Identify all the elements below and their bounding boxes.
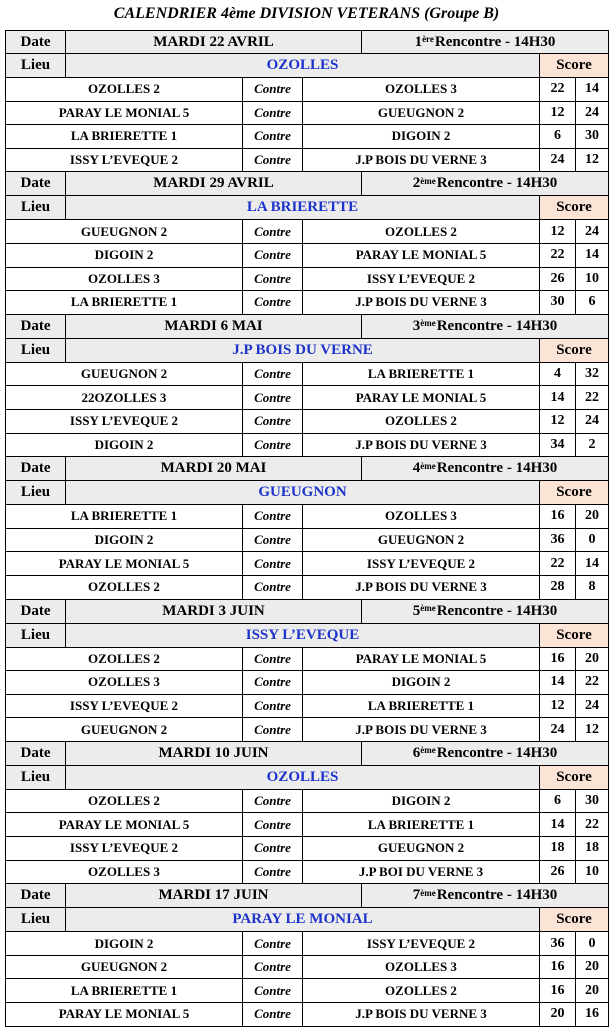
away-team: DIGOIN 2	[302, 125, 539, 148]
contre-label: Contre	[242, 695, 302, 718]
contre-label: Contre	[242, 576, 302, 599]
contre-label: Contre	[242, 1003, 302, 1026]
away-team: J.P BOI DU VERNE 3	[302, 861, 539, 884]
away-score: 8	[575, 576, 608, 599]
round-block	[5, 742, 609, 884]
away-score: 30	[575, 125, 608, 148]
home-team: OZOLLES 2	[88, 650, 160, 666]
away-team: DIGOIN 2	[302, 790, 539, 813]
rencontre-label	[361, 884, 608, 907]
home-score: 14	[539, 813, 575, 836]
home-team: LA BRIERETTE 1	[70, 508, 178, 524]
away-score: 24	[575, 410, 608, 433]
lieu-label: Lieu	[6, 766, 65, 789]
rencontre-number: 1	[414, 33, 423, 50]
home-score: 12	[539, 695, 575, 718]
rencontre-label	[361, 172, 608, 195]
round-block	[5, 457, 609, 599]
rencontre-number: 4	[412, 460, 421, 477]
round-date: MARDI 6 MAI	[65, 315, 361, 338]
rencontre-ordinal: ère	[422, 34, 434, 44]
rencontre-label	[361, 742, 608, 765]
away-team: OZOLLES 2	[302, 979, 539, 1002]
rencontre-ordinal: ème	[420, 887, 436, 898]
round-venue-row	[5, 481, 609, 505]
home-team: LA BRIERETTE 1	[70, 294, 178, 310]
home-team: GUEUGNON 2	[80, 721, 168, 737]
score-header: Score	[539, 908, 608, 931]
page-title: CALENDRIER 4ème DIVISION VETERANS (Groupe B)	[113, 5, 500, 22]
home-team: OZOLLES 2	[88, 579, 160, 595]
rencontre-number: 7	[412, 887, 421, 904]
rencontre-label	[361, 600, 608, 623]
date-label: Date	[6, 315, 65, 338]
away-score: 24	[575, 220, 608, 243]
home-team: PARAY LE MONIAL 5	[58, 104, 190, 120]
away-score: 0	[575, 529, 608, 552]
contre-label: Contre	[242, 434, 302, 457]
round-date-row	[5, 457, 609, 481]
away-team: LA BRIERETTE 1	[302, 695, 539, 718]
home-score: 24	[539, 149, 575, 172]
home-score: 22	[539, 78, 575, 101]
rencontre-ordinal: ème	[420, 745, 436, 756]
home-team: ISSY L’EVEQUE 2	[69, 697, 179, 713]
match-row	[5, 861, 609, 885]
away-score: 10	[575, 268, 608, 291]
contre-label: Contre	[242, 671, 302, 694]
score-header: Score	[539, 624, 608, 647]
rencontre-ordinal: ème	[420, 460, 436, 471]
round-venue-row	[5, 908, 609, 932]
home-team: PARAY LE MONIAL 5	[58, 816, 190, 832]
round-date: MARDI 29 AVRIL	[65, 172, 361, 195]
away-score: 20	[575, 505, 608, 528]
round-date-row	[5, 600, 609, 624]
home-score: 16	[539, 956, 575, 979]
home-team: LA BRIERETTE 1	[70, 128, 178, 144]
away-team: J.P BOIS DU VERNE 3	[302, 434, 539, 457]
lieu-label: Lieu	[6, 196, 65, 219]
away-score: 20	[575, 956, 608, 979]
contre-label: Contre	[242, 363, 302, 386]
match-list	[5, 78, 609, 172]
away-score: 22	[575, 671, 608, 694]
rencontre-number: 5	[412, 602, 421, 619]
away-team: DIGOIN 2	[302, 671, 539, 694]
home-score: 16	[539, 979, 575, 1002]
home-team: DIGOIN 2	[94, 247, 154, 263]
home-score: 18	[539, 837, 575, 860]
lieu-label: Lieu	[6, 54, 65, 77]
home-score: 12	[539, 102, 575, 125]
away-score: 22	[575, 386, 608, 409]
home-team: ISSY L’EVEQUE 2	[69, 413, 179, 429]
home-score: 34	[539, 434, 575, 457]
away-team: OZOLLES 3	[302, 956, 539, 979]
round-date-row	[5, 315, 609, 339]
score-header: Score	[539, 54, 608, 77]
round-venue: PARAY LE MONIAL	[65, 908, 539, 931]
home-score: 14	[539, 671, 575, 694]
match-row	[5, 291, 609, 315]
away-team: LA BRIERETTE 1	[302, 813, 539, 836]
lieu-label: Lieu	[6, 339, 65, 362]
contre-label: Contre	[242, 861, 302, 884]
round-venue-row	[5, 196, 609, 220]
contre-label: Contre	[242, 386, 302, 409]
calendar-table	[5, 30, 609, 1027]
match-row	[5, 410, 609, 434]
home-team: ISSY L’EVEQUE 2	[69, 152, 179, 168]
home-team: GUEUGNON 2	[80, 959, 168, 975]
home-team: DIGOIN 2	[94, 935, 154, 951]
date-label: Date	[6, 457, 65, 480]
away-score: 12	[575, 718, 608, 741]
home-score: 24	[539, 718, 575, 741]
home-team: OZOLLES 3	[88, 863, 160, 879]
home-team: DIGOIN 2	[94, 436, 154, 452]
score-header: Score	[539, 481, 608, 504]
home-team: LA BRIERETTE 1	[70, 982, 178, 998]
contre-label: Contre	[242, 102, 302, 125]
rencontre-label	[361, 31, 608, 53]
lieu-label: Lieu	[6, 481, 65, 504]
home-team: PARAY LE MONIAL 5	[58, 1006, 190, 1022]
home-score: 22	[539, 552, 575, 575]
rencontre-suffix: Rencontre - 14H30	[436, 744, 558, 761]
round-venue: ISSY L’EVEQUE	[65, 624, 539, 647]
contre-label: Contre	[242, 529, 302, 552]
home-team: OZOLLES 2	[88, 793, 160, 809]
rencontre-ordinal: ème	[420, 603, 436, 613]
match-row	[5, 386, 609, 410]
round-venue: OZOLLES	[65, 54, 539, 77]
rencontre-number: 2	[412, 175, 421, 192]
match-row	[5, 434, 609, 458]
round-venue-row	[5, 624, 609, 648]
contre-label: Contre	[242, 718, 302, 741]
away-score: 20	[575, 979, 608, 1002]
away-score: 14	[575, 244, 608, 267]
match-list	[5, 648, 609, 742]
away-team: J.P BOIS DU VERNE 3	[302, 576, 539, 599]
away-score: 22	[575, 813, 608, 836]
match-row	[5, 671, 609, 695]
rencontre-label	[361, 315, 608, 338]
match-list	[5, 220, 609, 314]
score-header: Score	[539, 196, 608, 219]
match-list	[5, 363, 609, 457]
round-date: MARDI 22 AVRIL	[65, 31, 361, 53]
round-date-row	[5, 884, 609, 908]
rencontre-suffix: Rencontre - 14H30	[436, 602, 558, 619]
home-team: OZOLLES 2	[88, 81, 160, 97]
round-date-row	[5, 742, 609, 766]
score-header: Score	[539, 766, 608, 789]
match-row	[5, 268, 609, 292]
round-block	[5, 30, 609, 172]
home-score: 4	[539, 363, 575, 386]
rencontre-ordinal: ème	[420, 175, 436, 186]
round-block	[5, 600, 609, 742]
round-date-row	[5, 172, 609, 196]
match-row	[5, 244, 609, 268]
contre-label: Contre	[242, 790, 302, 813]
match-row	[5, 552, 609, 576]
contre-label: Contre	[242, 505, 302, 528]
match-row	[5, 718, 609, 742]
match-row	[5, 363, 609, 387]
contre-label: Contre	[242, 956, 302, 979]
round-venue: GUEUGNON	[65, 481, 539, 504]
away-team: OZOLLES 2	[302, 220, 539, 243]
home-team: GUEUGNON 2	[80, 223, 168, 239]
round-venue-row	[5, 339, 609, 363]
home-score: 6	[539, 125, 575, 148]
contre-label: Contre	[242, 268, 302, 291]
away-score: 14	[575, 552, 608, 575]
home-team: GUEUGNON 2	[80, 366, 168, 382]
contre-label: Contre	[242, 552, 302, 575]
away-team: GUEUGNON 2	[302, 102, 539, 125]
lieu-label: Lieu	[6, 624, 65, 647]
home-team: OZOLLES 3	[88, 270, 160, 286]
home-score: 12	[539, 410, 575, 433]
date-label: Date	[6, 31, 65, 53]
away-team: GUEUGNON 2	[302, 529, 539, 552]
home-score: 36	[539, 529, 575, 552]
match-row	[5, 576, 609, 600]
round-venue-row	[5, 54, 609, 78]
home-score: 22	[539, 244, 575, 267]
away-team: PARAY LE MONIAL 5	[302, 386, 539, 409]
home-team: DIGOIN 2	[94, 532, 154, 548]
contre-label: Contre	[242, 648, 302, 671]
home-score: 12	[539, 220, 575, 243]
away-score: 20	[575, 648, 608, 671]
away-team: PARAY LE MONIAL 5	[302, 244, 539, 267]
contre-label: Contre	[242, 813, 302, 836]
contre-label: Contre	[242, 220, 302, 243]
away-score: 32	[575, 363, 608, 386]
match-list	[5, 932, 609, 1026]
home-score: 14	[539, 386, 575, 409]
away-score: 30	[575, 790, 608, 813]
away-team: ISSY L’EVEQUE 2	[302, 932, 539, 955]
match-row	[5, 695, 609, 719]
home-score: 28	[539, 576, 575, 599]
score-header: Score	[539, 339, 608, 362]
home-team: 22OZOLLES 3	[81, 389, 167, 405]
contre-label: Contre	[242, 244, 302, 267]
away-score: 10	[575, 861, 608, 884]
match-row	[5, 505, 609, 529]
rencontre-suffix: Rencontre - 14H30	[434, 33, 556, 50]
away-team: OZOLLES 2	[302, 410, 539, 433]
rencontre-number: 3	[412, 317, 421, 334]
contre-label: Contre	[242, 410, 302, 433]
home-score: 16	[539, 505, 575, 528]
match-row	[5, 220, 609, 244]
match-row	[5, 790, 609, 814]
away-team: GUEUGNON 2	[302, 837, 539, 860]
match-list	[5, 505, 609, 599]
away-score: 18	[575, 837, 608, 860]
round-block	[5, 315, 609, 457]
round-venue: OZOLLES	[65, 766, 539, 789]
match-row	[5, 125, 609, 149]
round-venue: LA BRIERETTE	[65, 196, 539, 219]
away-score: 24	[575, 102, 608, 125]
home-team: PARAY LE MONIAL 5	[58, 555, 190, 571]
round-block	[5, 884, 609, 1026]
away-score: 2	[575, 434, 608, 457]
home-score: 36	[539, 932, 575, 955]
home-score: 26	[539, 268, 575, 291]
lieu-label: Lieu	[6, 908, 65, 931]
rencontre-suffix: Rencontre - 14H30	[436, 175, 558, 192]
rencontre-label	[361, 457, 608, 480]
home-score: 20	[539, 1003, 575, 1026]
rencontre-number: 6	[412, 744, 421, 761]
round-date: MARDI 17 JUIN	[65, 884, 361, 907]
contre-label: Contre	[242, 932, 302, 955]
match-row	[5, 837, 609, 861]
contre-label: Contre	[242, 979, 302, 1002]
home-team: OZOLLES 3	[88, 674, 160, 690]
match-row	[5, 78, 609, 102]
rencontre-suffix: Rencontre - 14H30	[436, 887, 558, 904]
away-team: OZOLLES 3	[302, 78, 539, 101]
rencontre-suffix: Rencontre - 14H30	[436, 317, 558, 334]
contre-label: Contre	[242, 837, 302, 860]
away-team: OZOLLES 3	[302, 505, 539, 528]
contre-label: Contre	[242, 125, 302, 148]
away-team: J.P BOIS DU VERNE 3	[302, 1003, 539, 1026]
away-team: LA BRIERETTE 1	[302, 363, 539, 386]
match-row	[5, 529, 609, 553]
contre-label: Contre	[242, 78, 302, 101]
date-label: Date	[6, 600, 65, 623]
date-label: Date	[6, 742, 65, 765]
home-score: 6	[539, 790, 575, 813]
home-team: ISSY L’EVEQUE 2	[69, 840, 179, 856]
date-label: Date	[6, 884, 65, 907]
date-label: Date	[6, 172, 65, 195]
round-venue-row	[5, 766, 609, 790]
away-score: 16	[575, 1003, 608, 1026]
away-team: PARAY LE MONIAL 5	[302, 648, 539, 671]
round-venue: J.P BOIS DU VERNE	[65, 339, 539, 362]
away-score: 24	[575, 695, 608, 718]
round-date: MARDI 3 JUIN	[65, 600, 361, 623]
away-team: J.P BOIS DU VERNE 3	[302, 149, 539, 172]
home-score: 16	[539, 648, 575, 671]
rencontre-suffix: Rencontre - 14H30	[436, 460, 558, 477]
away-score: 12	[575, 149, 608, 172]
away-team: J.P BOIS DU VERNE 3	[302, 718, 539, 741]
match-row	[5, 1003, 609, 1027]
away-score: 0	[575, 932, 608, 955]
round-block	[5, 172, 609, 314]
home-score: 30	[539, 291, 575, 314]
rencontre-ordinal: ème	[420, 318, 436, 329]
match-list	[5, 790, 609, 884]
away-team: J.P BOIS DU VERNE 3	[302, 291, 539, 314]
match-row	[5, 102, 609, 126]
contre-label: Contre	[242, 149, 302, 172]
round-date-row	[5, 30, 609, 54]
home-score: 26	[539, 861, 575, 884]
round-date: MARDI 10 JUIN	[65, 742, 361, 765]
match-row	[5, 149, 609, 173]
away-score: 6	[575, 291, 608, 314]
match-row	[5, 648, 609, 672]
match-row	[5, 979, 609, 1003]
away-score: 14	[575, 78, 608, 101]
match-row	[5, 956, 609, 980]
away-team: ISSY L’EVEQUE 2	[302, 552, 539, 575]
away-team: ISSY L’EVEQUE 2	[302, 268, 539, 291]
round-date: MARDI 20 MAI	[65, 457, 361, 480]
contre-label: Contre	[242, 291, 302, 314]
match-row	[5, 932, 609, 956]
match-row	[5, 813, 609, 837]
